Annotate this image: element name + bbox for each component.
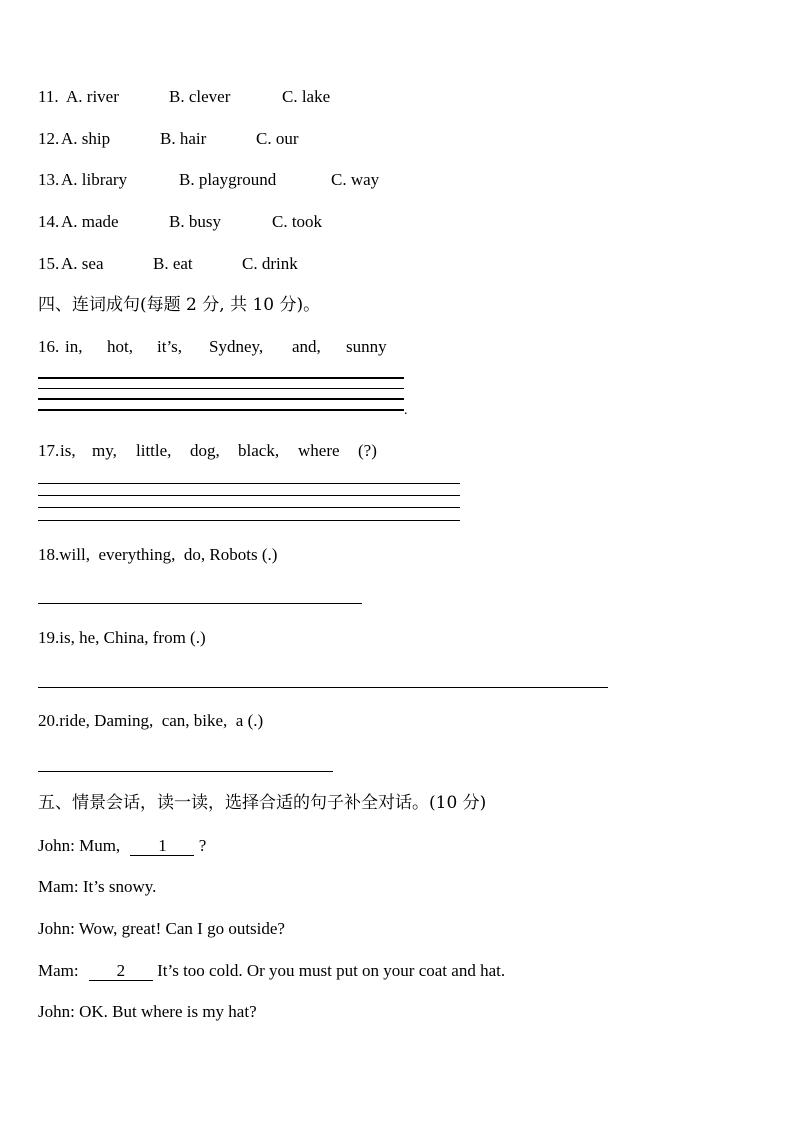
option-a: A. sea (61, 254, 104, 273)
option-c: C. took (272, 212, 323, 231)
option-b: B. hair (160, 129, 207, 148)
word: in, (65, 337, 83, 356)
option-c: C. our (256, 129, 299, 148)
blank-1: 1 (130, 837, 194, 856)
word: (?) (358, 441, 377, 460)
question-number: 14. (38, 212, 60, 231)
dialogue-line-1 (38, 836, 206, 856)
word: it’s, (157, 337, 183, 356)
word: dog, (190, 441, 220, 460)
speaker-text: Mam: (38, 961, 83, 980)
dialogue-line-4 (38, 961, 505, 981)
word: sunny (346, 337, 387, 356)
speaker-text: John: Mum, (38, 836, 125, 855)
word: hot, (107, 337, 133, 356)
dialogue-line-3: John: Wow, great! Can I go outside? (38, 919, 285, 938)
word: is, (60, 441, 76, 460)
option-a: A. library (61, 170, 128, 189)
option-a: A. river (66, 87, 119, 106)
section-5-heading: 五、情景会话，读一读，选择合适的句子补全对话。(10 分) (38, 793, 487, 813)
word: and, (292, 337, 321, 356)
section-4-heading: 四、连词成句(每题 2 分, 共 10 分)。 (38, 295, 321, 315)
answer-line (38, 398, 404, 400)
question-number: 17. (38, 441, 60, 460)
word: black, (238, 441, 280, 460)
dialogue-line-5: John: OK. But where is my hat? (38, 1002, 257, 1021)
option-b: B. eat (153, 254, 193, 273)
answer-line (38, 507, 460, 508)
option-b: B. busy (169, 212, 221, 231)
question-number: 16. (38, 337, 60, 356)
option-c: C. lake (282, 87, 331, 106)
answer-line (38, 377, 404, 379)
option-b: B. clever (169, 87, 231, 106)
question-number: 13. (38, 170, 60, 189)
answer-line (38, 388, 404, 389)
option-c: C. way (331, 170, 380, 189)
question-text: 18.will, everything, do, Robots (.) (38, 545, 278, 564)
word: little, (136, 441, 172, 460)
option-c: C. drink (242, 254, 298, 273)
speaker-text: ? (194, 836, 207, 855)
answer-line (38, 520, 460, 521)
question-number: 11. (38, 87, 59, 106)
question-number: 12. (38, 129, 60, 148)
answer-line (38, 495, 460, 496)
option-b: B. playground (179, 170, 277, 189)
answer-line (38, 687, 608, 688)
end-mark: . (404, 403, 408, 418)
answer-line (38, 603, 362, 604)
option-a: A. ship (61, 129, 111, 148)
answer-line (38, 409, 404, 411)
blank-2: 2 (89, 962, 153, 981)
word: where (298, 441, 340, 460)
dialogue-line-2: Mam: It’s snowy. (38, 877, 157, 896)
option-a: A. made (61, 212, 119, 231)
question-text: 20.ride, Daming, can, bike, a (.) (38, 711, 264, 730)
answer-line (38, 483, 460, 484)
question-number: 15. (38, 254, 60, 273)
word: Sydney, (209, 337, 264, 356)
answer-line (38, 771, 333, 772)
word: my, (92, 441, 117, 460)
question-text: 19.is, he, China, from (.) (38, 628, 206, 647)
speaker-text: It’s too cold. Or you must put on your coat and hat. (152, 961, 506, 980)
